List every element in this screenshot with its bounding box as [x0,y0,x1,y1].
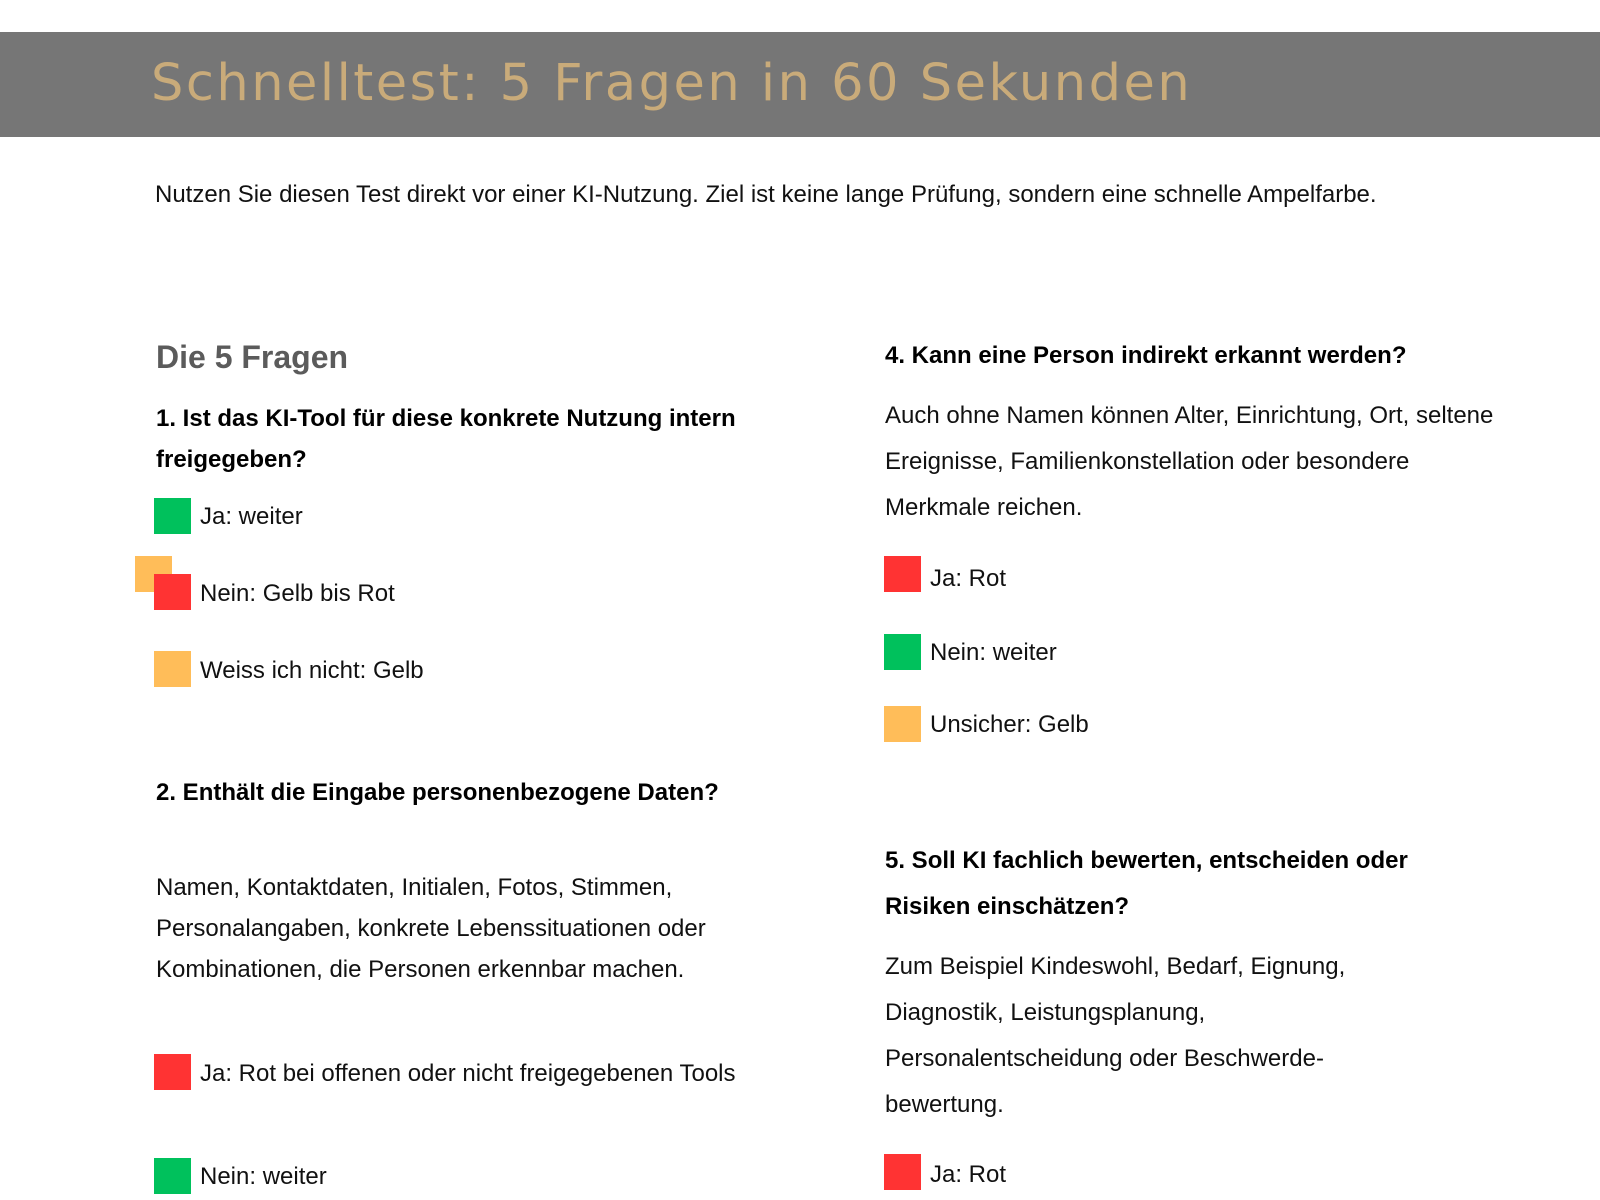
intro-text: Nutzen Sie diesen Test direkt vor einer KI-Nutzung. Ziel ist keine lange Prüfung, sondern eine schnelle Ampelfarbe. [155,181,1377,208]
question-1-option-no: Nein: Gelb bis Rot [200,580,395,607]
question-5-option-yes: Ja: Rot [930,1161,1007,1188]
green-light-marker [154,1158,191,1194]
question-2-option-no: Nein: weiter [200,1163,327,1190]
question-4-description: Auch ohne Namen können Alter, Einrichtung, Ort, seltene Ereignisse, Familienkonstellation oder besondere Merkmale reichen. [885,402,1494,521]
question-2-description: Namen, Kontaktdaten, Initialen, Fotos, Stimmen, Personalangaben, konkrete Lebenssituationen oder Kombinationen, die Personen erkennbar machen. [156,874,706,983]
question-1-option-yes: Ja: weiter [200,503,303,530]
green-light-marker [154,498,191,534]
question-5-title: 5. Soll KI fachlich bewerten, entscheiden oder Risiken einschätzen? [885,847,1408,920]
question-4-title: 4. Kann eine Person indirekt erkannt werden? [885,342,1407,369]
question-1-option-unknown: Weiss ich nicht: Gelb [200,657,424,684]
red-light-marker [884,1154,921,1190]
question-4-option-no: Nein: weiter [930,639,1057,666]
question-4-option-yes: Ja: Rot [930,565,1007,592]
question-5-description: Zum Beispiel Kindeswohl, Bedarf, Eignung, Diagnostik, Leistungsplanung, Personalentscheidung oder Beschwerde-bewertung. [885,953,1346,1118]
amber-light-marker [884,706,921,742]
question-1-title: 1. Ist das KI-Tool für diese konkrete Nutzung intern freigegeben? [156,405,736,473]
question-2-option-yes: Ja: Rot bei offenen oder nicht freigegebenen Tools [200,1060,736,1087]
red-light-marker [884,556,921,592]
red-light-marker [154,1054,191,1090]
question-4-option-unsure: Unsicher: Gelb [930,711,1089,738]
amber-light-marker [154,651,191,687]
page-header [0,32,1600,137]
page-title: Schnelltest: 5 Fragen in 60 Sekunden [151,54,1193,113]
question-2-title: 2. Enthält die Eingabe personenbezogene Daten? [156,779,719,806]
red-light-marker [154,574,191,610]
section-heading: Die 5 Fragen [156,339,349,375]
green-light-marker [884,634,921,670]
